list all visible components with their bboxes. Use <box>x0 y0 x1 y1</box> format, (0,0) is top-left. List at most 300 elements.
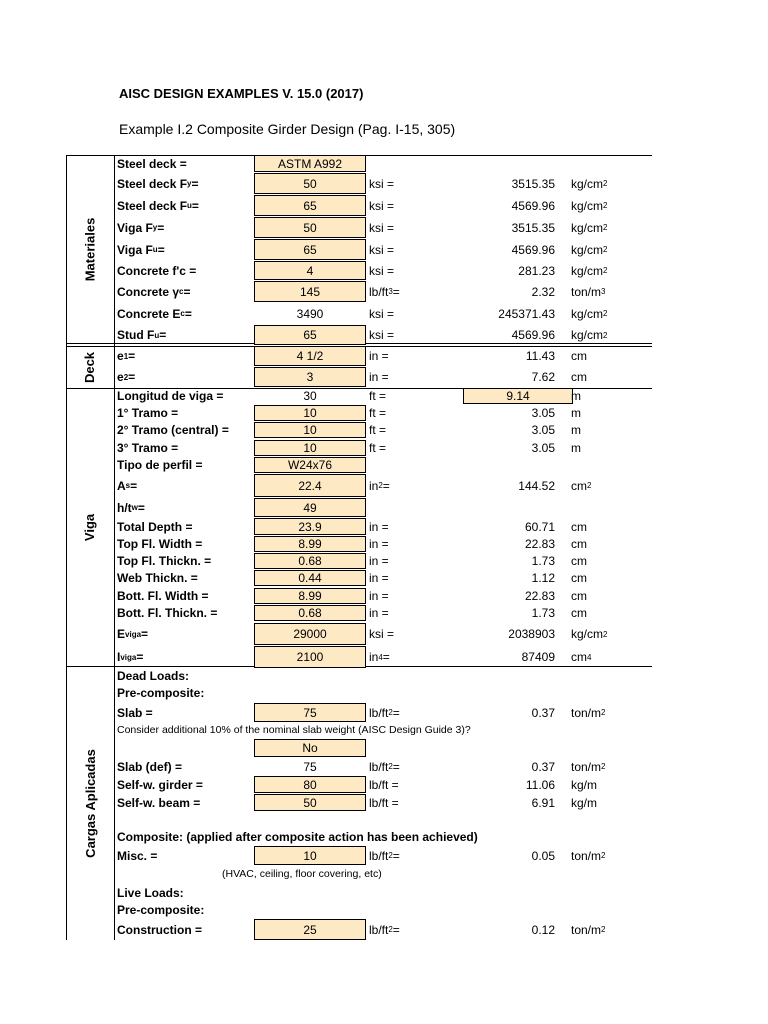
converted-unit-text: kg/cm <box>571 263 604 278</box>
row-label <box>117 217 164 238</box>
input-cell[interactable] <box>254 518 366 535</box>
converted-unit <box>571 405 581 421</box>
unit-label <box>369 281 400 302</box>
table-row <box>0 405 768 421</box>
row-label <box>117 155 187 172</box>
table-row <box>0 261 768 280</box>
table-row <box>0 422 768 438</box>
label-subscript: y <box>152 223 158 232</box>
section-title: Deck <box>82 351 98 383</box>
unit-label <box>369 474 390 497</box>
table-row <box>0 346 768 366</box>
converted-text: 3.05 <box>531 441 555 455</box>
converted-unit-text: cm <box>571 606 587 620</box>
unit-label <box>369 388 386 404</box>
table-row <box>0 668 768 684</box>
unit-text: ft = <box>369 406 387 420</box>
label-equals: = <box>191 176 199 191</box>
converted-text: 2038903 <box>508 627 555 641</box>
cell-value: 23.9 <box>298 519 322 534</box>
unit-equals: = <box>382 478 390 493</box>
row-label <box>117 422 229 438</box>
table-row <box>0 155 768 172</box>
converted-text: 0.37 <box>531 759 555 774</box>
converted-unit-text: kg/cm <box>571 176 604 191</box>
converted-unit-exponent: 4 <box>587 652 592 662</box>
label-subscript: 2 <box>123 372 129 382</box>
row-label <box>117 828 478 845</box>
converted-unit <box>571 553 587 569</box>
converted-text: 60.71 <box>524 519 555 534</box>
input-cell[interactable] <box>254 794 366 811</box>
label-text: Construction = <box>117 922 203 937</box>
unit-label <box>369 217 394 238</box>
unit-text: lb/ft <box>369 705 389 720</box>
converted-unit <box>571 536 587 552</box>
label-text: h/t <box>117 500 132 515</box>
converted-text: 144.52 <box>518 478 555 493</box>
unit-label <box>369 325 394 345</box>
converted-value <box>463 919 573 940</box>
converted-value <box>463 367 573 387</box>
label-text: Steel deck = <box>117 156 187 171</box>
label-text: A <box>117 478 126 493</box>
unit-exponent: 2 <box>388 851 393 860</box>
row-note <box>222 866 382 882</box>
table-row <box>0 388 768 404</box>
table-row <box>0 846 768 865</box>
input-cell[interactable] <box>254 325 366 345</box>
label-text: Slab (def) = <box>117 759 183 774</box>
table-row <box>0 474 768 497</box>
unit-label <box>369 261 394 280</box>
converted-unit <box>571 367 587 387</box>
unit-text: ft = <box>369 389 387 403</box>
converted-unit <box>571 195 607 216</box>
input-cell[interactable] <box>254 261 366 280</box>
label-text: Viga F <box>117 220 153 235</box>
converted-value <box>463 303 573 324</box>
unit-exponent: 2 <box>388 925 393 934</box>
converted-value <box>463 776 573 793</box>
input-cell[interactable] <box>254 623 366 645</box>
cell-value: 30 <box>303 389 317 403</box>
row-label <box>117 498 145 517</box>
converted-unit <box>571 239 607 260</box>
converted-value <box>463 794 573 811</box>
converted-unit <box>571 217 607 238</box>
converted-unit-text: cm <box>571 370 587 384</box>
unit-text: in <box>369 478 379 493</box>
converted-value <box>463 405 573 421</box>
input-cell[interactable] <box>254 457 366 473</box>
converted-text: 11.06 <box>525 777 555 792</box>
row-label <box>117 846 157 865</box>
converted-unit-text: ton/m <box>571 759 602 774</box>
cell-value: No <box>302 741 318 755</box>
converted-unit-exponent: 2 <box>603 266 608 275</box>
converted-text: 0.05 <box>531 848 555 863</box>
input-cell[interactable] <box>254 553 366 569</box>
unit-equals: = <box>392 848 400 863</box>
unit-text: ksi = <box>369 220 395 235</box>
unit-label <box>369 794 399 811</box>
converted-value <box>463 440 573 456</box>
converted-unit <box>571 325 607 345</box>
input-cell[interactable] <box>254 919 366 940</box>
label-text: Slab = <box>117 705 153 720</box>
cell-value: 10 <box>303 423 317 437</box>
input-cell[interactable] <box>254 536 366 552</box>
unit-label <box>369 303 394 324</box>
converted-value <box>463 758 573 775</box>
unit-exponent: 2 <box>378 481 383 490</box>
unit-exponent: 2 <box>388 708 393 717</box>
converted-unit-exponent: 2 <box>603 245 608 254</box>
label-text: 3° Tramo = <box>117 441 179 455</box>
table-row <box>0 570 768 586</box>
cell-value: 50 <box>303 176 317 191</box>
table-row <box>0 173 768 194</box>
unit-text: ft = <box>369 441 387 455</box>
unit-exponent: 2 <box>388 762 393 771</box>
converted-unit-text: cm <box>571 519 587 534</box>
unit-label <box>369 422 386 438</box>
row-label <box>117 646 143 668</box>
unit-text: lb/ft <box>369 284 389 299</box>
cell-value: 145 <box>299 284 321 299</box>
table-row <box>0 646 768 668</box>
input-cell[interactable] <box>254 739 366 757</box>
table-row <box>0 722 768 738</box>
table-row <box>0 794 768 811</box>
converted-unit <box>571 570 587 586</box>
cell-value: 29000 <box>293 627 327 641</box>
converted-unit <box>571 646 591 668</box>
row-label <box>117 367 135 387</box>
row-label <box>117 902 204 918</box>
row-label <box>117 758 182 775</box>
converted-unit-exponent: 2 <box>603 330 608 340</box>
label-text: E <box>117 627 126 641</box>
converted-text: 3515.35 <box>511 176 555 191</box>
converted-unit-text: kg/m <box>571 795 598 810</box>
note-text: (HVAC, ceiling, floor covering, etc) <box>222 868 382 880</box>
label-text: Steel deck F <box>117 176 188 191</box>
input-cell[interactable] <box>254 239 366 260</box>
converted-unit-text: m <box>571 389 581 403</box>
row-label <box>117 440 178 456</box>
row-label <box>117 457 202 473</box>
cell-value: 10 <box>303 848 317 863</box>
row-label <box>117 303 192 324</box>
converted-value <box>463 422 573 438</box>
converted-text: 11.43 <box>525 349 555 363</box>
row-label <box>117 405 178 421</box>
table-row <box>0 498 768 517</box>
row-label <box>117 536 202 552</box>
input-cell[interactable] <box>254 588 366 604</box>
cell-value: 75 <box>303 705 317 720</box>
converted-unit <box>571 281 605 302</box>
converted-unit-exponent: 2 <box>601 708 606 717</box>
unit-label <box>369 758 400 775</box>
label-subscript: u <box>154 330 160 340</box>
converted-value <box>463 570 573 586</box>
unit-text: ksi = <box>369 627 395 641</box>
table-row <box>0 518 768 535</box>
converted-value <box>463 553 573 569</box>
table-row <box>0 281 768 302</box>
row-label <box>117 388 223 404</box>
row-label <box>117 794 200 811</box>
converted-unit-text: ton/m <box>571 705 602 720</box>
label-subscript: u <box>152 245 158 254</box>
input-cell[interactable] <box>254 346 366 366</box>
table-row <box>0 325 768 345</box>
computed-cell <box>254 303 366 324</box>
converted-value[interactable] <box>463 388 573 404</box>
converted-unit-text: kg/m <box>571 777 598 792</box>
table-row <box>0 588 768 604</box>
converted-text: 1.73 <box>531 606 555 620</box>
label-text: Longitud de viga = <box>117 389 224 403</box>
unit-label <box>369 440 386 456</box>
input-cell[interactable] <box>254 281 366 302</box>
label-text: e <box>117 349 124 363</box>
input-cell[interactable] <box>254 195 366 216</box>
unit-label <box>369 405 386 421</box>
label-text: Self-w. girder = <box>117 777 203 792</box>
converted-unit-text: ton/m <box>571 922 602 937</box>
table-row <box>0 884 768 901</box>
label-subscript: u <box>187 201 192 210</box>
converted-value <box>463 846 573 865</box>
converted-unit <box>571 623 607 645</box>
label-text: Bott. Fl. Thickn. = <box>117 606 218 620</box>
table-row <box>0 866 768 882</box>
converted-unit-text: cm <box>571 650 587 664</box>
label-equals: = <box>137 500 145 515</box>
label-text: Top Fl. Thickn. = <box>117 554 212 568</box>
converted-text: 22.83 <box>524 589 555 603</box>
converted-text: 0.12 <box>531 922 555 937</box>
label-text: Composite: (applied after composite action has been achieved) <box>117 829 478 844</box>
row-label <box>117 588 209 604</box>
label-text: Tipo de perfil = <box>117 458 203 472</box>
converted-value <box>463 646 573 668</box>
unit-text: ft = <box>369 423 387 437</box>
input-cell[interactable] <box>254 405 366 421</box>
cell-value: 25 <box>303 922 317 937</box>
cell-value: 3 <box>306 370 314 384</box>
cell-value: 10 <box>303 441 317 455</box>
unit-text: lb/ft = <box>369 795 399 810</box>
section-title: Cargas Aplicadas <box>82 748 98 858</box>
table-row <box>0 457 768 473</box>
document-subtitle: Example I.2 Composite Girder Design (Pag. I-15, 305) <box>119 121 456 137</box>
input-cell[interactable] <box>254 646 366 668</box>
table-row <box>0 440 768 456</box>
row-label <box>117 685 204 701</box>
row-label <box>117 553 211 569</box>
converted-unit-exponent: 2 <box>601 925 606 934</box>
cell-value: 65 <box>303 198 317 213</box>
input-cell[interactable] <box>254 217 366 238</box>
row-label <box>117 570 198 586</box>
unit-label <box>369 367 389 387</box>
input-cell[interactable] <box>254 440 366 456</box>
converted-unit-exponent: 2 <box>603 629 608 639</box>
converted-text: 4569.96 <box>511 242 555 257</box>
unit-text: in = <box>369 519 389 534</box>
label-text: Misc. = <box>117 848 158 863</box>
label-text: Web Thickn. = <box>117 571 198 585</box>
converted-value <box>463 518 573 535</box>
row-label <box>117 605 217 621</box>
converted-value <box>463 261 573 280</box>
converted-text: 1.12 <box>531 571 555 585</box>
converted-unit <box>571 605 587 621</box>
label-text: Bott. Fl. Width = <box>117 589 209 603</box>
converted-unit-text: cm <box>571 571 587 585</box>
converted-unit-text: m <box>571 423 581 437</box>
input-cell[interactable] <box>254 570 366 586</box>
converted-unit-exponent: 2 <box>603 201 608 210</box>
unit-text: in = <box>369 370 389 384</box>
converted-text: 3.05 <box>531 406 555 420</box>
cell-value: 4 <box>306 263 314 278</box>
label-equals: = <box>141 627 149 641</box>
converted-unit-exponent: 2 <box>603 179 608 188</box>
label-equals: = <box>159 328 167 342</box>
unit-text: lb/ft = <box>369 777 399 792</box>
converted-unit-exponent: 2 <box>601 851 606 860</box>
input-cell[interactable] <box>254 173 366 194</box>
unit-text: in <box>369 650 379 664</box>
unit-text: lb/ft <box>369 922 389 937</box>
label-text: Concrete γ <box>117 284 180 299</box>
unit-text: in = <box>369 589 389 603</box>
unit-text: ksi = <box>369 328 395 342</box>
input-cell[interactable] <box>254 605 366 621</box>
unit-exponent: 3 <box>388 287 393 296</box>
converted-value <box>463 605 573 621</box>
unit-text: ksi = <box>369 176 395 191</box>
converted-value <box>463 217 573 238</box>
unit-equals: = <box>392 922 400 937</box>
input-cell[interactable] <box>254 367 366 387</box>
unit-text: in = <box>369 554 389 568</box>
table-row <box>0 553 768 569</box>
converted-unit <box>571 846 605 865</box>
table-row <box>0 828 768 845</box>
converted-unit-text: ton/m <box>571 848 602 863</box>
label-text: Concrete f'c = <box>117 263 197 278</box>
label-text: e <box>117 370 124 384</box>
unit-text: in = <box>369 606 389 620</box>
converted-unit <box>571 919 605 940</box>
input-cell[interactable] <box>254 776 366 793</box>
converted-unit <box>571 440 581 456</box>
converted-text: 87409 <box>521 650 555 664</box>
label-equals: = <box>128 349 136 363</box>
input-cell[interactable] <box>254 498 366 517</box>
row-label <box>117 281 191 302</box>
input-cell[interactable] <box>254 846 366 865</box>
label-text: I <box>117 650 121 664</box>
converted-unit-text: kg/cm <box>571 627 604 641</box>
label-subscript: w <box>131 503 138 512</box>
table-row <box>0 536 768 552</box>
document-title: AISC DESIGN EXAMPLES V. 15.0 (2017) <box>119 86 364 101</box>
input-cell[interactable] <box>254 422 366 438</box>
cell-value: 50 <box>303 220 317 235</box>
converted-text: 9.14 <box>506 389 530 403</box>
row-label <box>117 346 135 366</box>
cell-value: 3490 <box>296 306 324 321</box>
unit-text: ksi = <box>369 242 395 257</box>
converted-unit-text: ton/m <box>571 284 602 299</box>
unit-label <box>369 570 389 586</box>
label-equals: = <box>130 478 138 493</box>
row-label <box>117 776 203 793</box>
unit-label <box>369 646 390 668</box>
label-text: Pre-composite: <box>117 686 205 700</box>
converted-value <box>463 173 573 194</box>
table-row <box>0 605 768 621</box>
unit-text: ksi = <box>369 263 395 278</box>
cell-value: 0.68 <box>298 554 322 568</box>
unit-label <box>369 195 394 216</box>
unit-label <box>369 623 394 645</box>
label-subscript: c <box>180 309 185 318</box>
cell-value: 4 1/2 <box>296 349 324 363</box>
row-label <box>117 239 165 260</box>
input-cell[interactable] <box>254 474 366 497</box>
converted-value <box>463 325 573 345</box>
label-text: Live Loads: <box>117 885 184 900</box>
unit-label <box>369 776 399 793</box>
row-label <box>117 325 166 345</box>
converted-text: 3515.35 <box>511 220 555 235</box>
label-text: Steel deck F <box>117 198 188 213</box>
converted-text: 0.37 <box>531 705 555 720</box>
converted-value <box>463 239 573 260</box>
cell-value: W24x76 <box>287 458 333 472</box>
label-text: 2° Tramo (central) = <box>117 423 229 437</box>
converted-unit-text: cm <box>571 554 587 568</box>
converted-text: 2.32 <box>531 284 555 299</box>
converted-unit-text: cm <box>571 478 587 493</box>
table-row <box>0 703 768 722</box>
row-label <box>117 518 192 535</box>
unit-equals: = <box>382 650 390 664</box>
converted-unit <box>571 346 587 366</box>
input-cell[interactable] <box>254 703 366 722</box>
converted-value <box>463 474 573 497</box>
input-cell[interactable] <box>254 155 366 172</box>
converted-unit-text: kg/cm <box>571 306 604 321</box>
label-equals: = <box>136 650 144 664</box>
converted-unit <box>571 776 597 793</box>
row-label <box>117 261 196 280</box>
label-text: Stud F <box>117 328 155 342</box>
converted-unit-exponent: 2 <box>601 762 606 771</box>
converted-value <box>463 536 573 552</box>
unit-label <box>369 553 389 569</box>
table-row <box>0 623 768 645</box>
